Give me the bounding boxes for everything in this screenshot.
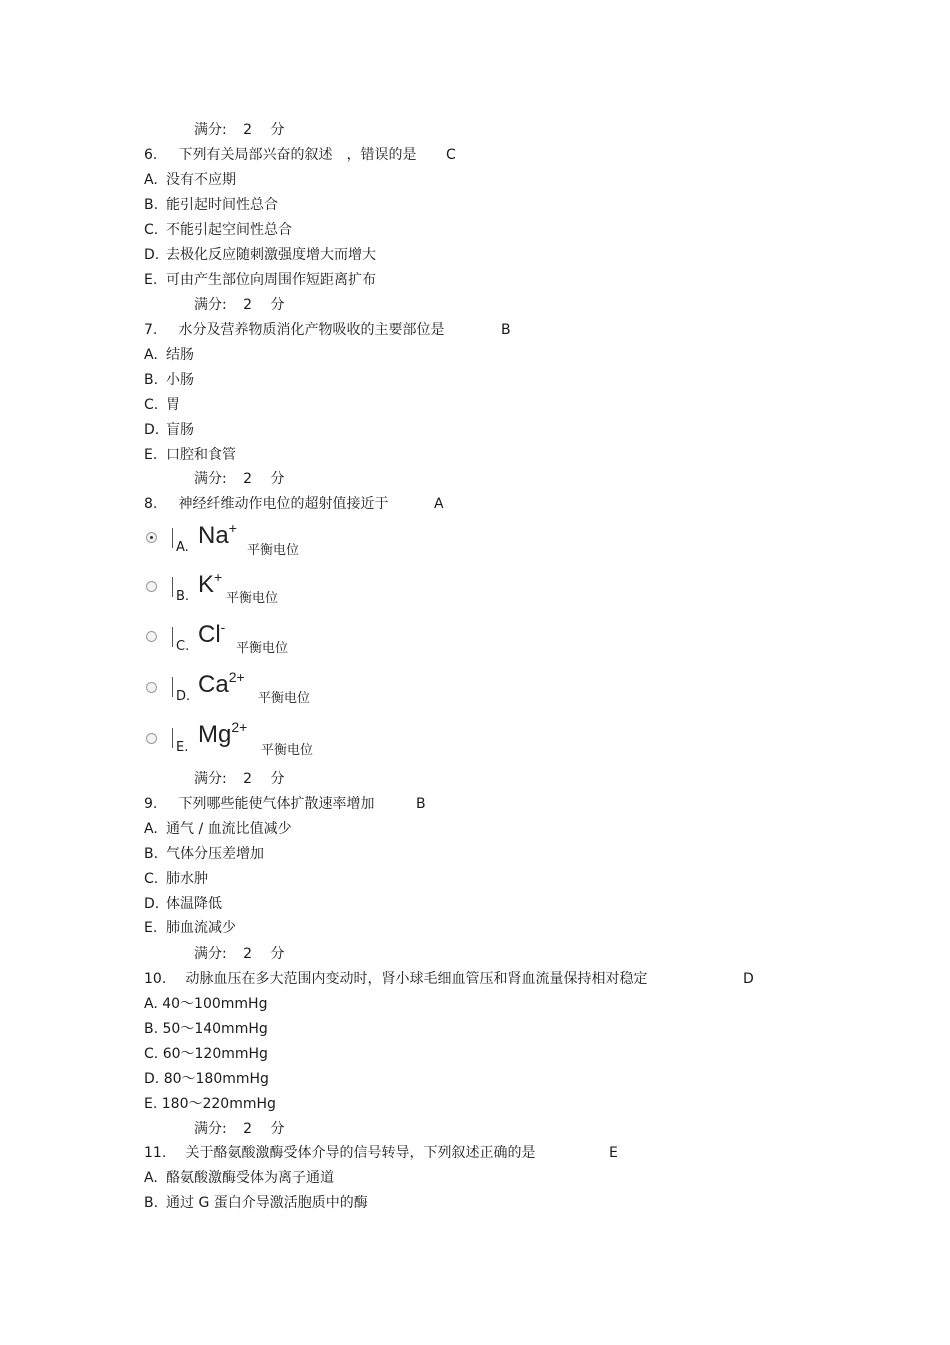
option-text: 50～140mmHg <box>162 1021 268 1037</box>
ion-symbol: $Mg^{2+}$ <box>198 719 248 748</box>
score-line <box>194 945 285 963</box>
question-8 <box>144 495 844 513</box>
score-unit: 分 <box>270 471 285 487</box>
option-letter: B. <box>144 372 159 388</box>
question-answer: C <box>446 147 456 163</box>
question-number: 8. <box>144 496 158 512</box>
score-value: 2 <box>243 771 253 787</box>
option-letter: E. <box>144 272 158 288</box>
option-text: 酪氨酸激酶受体为离子通道 <box>166 1170 334 1186</box>
question-answer: E <box>609 1145 618 1161</box>
score-value: 2 <box>243 297 253 313</box>
ion-suffix: 平衡电位 <box>236 641 289 656</box>
radio-option-letter: A. <box>176 540 189 555</box>
question-answer: B <box>501 322 511 338</box>
text-cursor-icon <box>172 677 173 697</box>
option-letter: A. <box>144 347 158 363</box>
question-text: 下列有关局部兴奋的叙述 ，错误的是 <box>178 147 417 163</box>
question-11 <box>144 1144 844 1162</box>
radio-option-letter: B. <box>176 589 190 604</box>
option-d <box>144 421 194 439</box>
option-a <box>144 171 236 189</box>
option-a <box>144 1169 334 1187</box>
question-text: 水分及营养物质消化产物吸收的主要部位是 <box>178 322 445 338</box>
option-b <box>144 1020 268 1038</box>
ion-symbol: K+ <box>198 569 223 598</box>
option-text: 盲肠 <box>166 422 194 438</box>
option-b <box>144 196 278 214</box>
option-letter: B. <box>144 846 159 862</box>
score-line <box>194 121 285 139</box>
option-letter: C. <box>144 1046 159 1062</box>
option-letter: D. <box>144 422 160 438</box>
question-answer: A <box>434 496 444 512</box>
option-c <box>144 870 208 888</box>
ion-suffix: 平衡电位 <box>258 691 311 706</box>
radio-button[interactable] <box>146 581 157 592</box>
score-label: 满分: <box>194 771 227 787</box>
question-text: 动脉血压在多大范围内变动时，肾小球毛细血管压和肾血流量保持相对稳定 <box>185 971 648 987</box>
question-number: 11. <box>144 1145 167 1161</box>
text-cursor-icon <box>172 627 173 647</box>
score-label: 满分: <box>194 1121 227 1137</box>
question-6 <box>144 146 844 164</box>
question-text: 下列哪些能使气体扩散速率增加 <box>178 796 375 812</box>
text-cursor-icon <box>172 577 173 597</box>
question-answer: D <box>743 971 754 987</box>
option-letter: E. <box>144 1096 158 1112</box>
option-letter: A. <box>144 1170 158 1186</box>
option-a <box>144 346 194 364</box>
option-letter: B. <box>144 1021 159 1037</box>
option-text: 体温降低 <box>166 896 222 912</box>
option-text: 小肠 <box>166 372 194 388</box>
option-letter: C. <box>144 871 159 887</box>
option-letter: A. <box>144 996 158 1012</box>
option-text: 通气 / 血流比值减少 <box>166 821 292 837</box>
score-value: 2 <box>243 471 253 487</box>
ion-suffix: 平衡电位 <box>226 591 279 606</box>
radio-button[interactable] <box>146 733 157 744</box>
option-text: 80～180mmHg <box>163 1071 269 1087</box>
option-d <box>144 1070 269 1088</box>
option-text: 去极化反应随刺激强度增大而增大 <box>166 247 376 263</box>
option-letter: C. <box>144 397 159 413</box>
option-e <box>144 446 236 464</box>
score-value: 2 <box>243 1121 253 1137</box>
score-label: 满分: <box>194 122 227 138</box>
option-text: 通过 G 蛋白介导激活胞质中的酶 <box>166 1195 368 1211</box>
option-letter: D. <box>144 896 160 912</box>
ion-symbol: Na+ <box>198 520 237 549</box>
score-unit: 分 <box>270 297 285 313</box>
score-unit: 分 <box>270 1121 285 1137</box>
score-line <box>194 1120 285 1138</box>
option-e <box>144 271 376 289</box>
option-c <box>144 396 180 414</box>
score-unit: 分 <box>270 122 285 138</box>
score-unit: 分 <box>270 771 285 787</box>
option-text: 肺血流减少 <box>166 920 236 936</box>
radio-button[interactable] <box>146 682 157 693</box>
option-letter: B. <box>144 197 159 213</box>
ion-symbol: Cl- <box>198 619 226 648</box>
option-text: 180～220mmHg <box>161 1096 276 1112</box>
option-a <box>144 995 267 1013</box>
option-text: 没有不应期 <box>166 172 236 188</box>
score-line <box>194 770 285 788</box>
ion-suffix: 平衡电位 <box>247 543 300 558</box>
question-10 <box>144 970 844 988</box>
question-text: 神经纤维动作电位的超射值接近于 <box>178 496 389 512</box>
question-7 <box>144 321 844 339</box>
option-text: 气体分压差增加 <box>166 846 264 862</box>
score-label: 满分: <box>194 471 227 487</box>
score-value: 2 <box>243 122 253 138</box>
score-label: 满分: <box>194 297 227 313</box>
text-cursor-icon <box>172 528 173 548</box>
option-letter: B. <box>144 1195 159 1211</box>
text-cursor-icon <box>172 728 173 748</box>
option-text: 40～100mmHg <box>162 996 268 1012</box>
option-e <box>144 919 236 937</box>
option-d <box>144 246 376 264</box>
option-b <box>144 371 194 389</box>
score-label: 满分: <box>194 946 227 962</box>
ion-symbol: $Ca^{2+}$ <box>198 669 245 698</box>
radio-option-letter: E. <box>176 740 189 755</box>
option-c <box>144 1045 268 1063</box>
option-letter: E. <box>144 920 158 936</box>
radio-option-letter: D. <box>176 689 191 704</box>
question-text: 关于酪氨酸激酶受体介导的信号转导，下列叙述正确的是 <box>185 1145 536 1161</box>
option-letter: D. <box>144 247 160 263</box>
option-b <box>144 1194 368 1212</box>
option-d <box>144 895 222 913</box>
score-line <box>194 470 285 488</box>
option-text: 可由产生部位向周围作短距离扩布 <box>166 272 376 288</box>
option-c <box>144 221 292 239</box>
option-text: 胃 <box>166 397 180 413</box>
option-text: 不能引起空间性总合 <box>166 222 292 238</box>
question-number: 10. <box>144 971 167 987</box>
question-answer: B <box>416 796 426 812</box>
question-number: 9. <box>144 796 158 812</box>
option-letter: A. <box>144 172 158 188</box>
option-a <box>144 820 292 838</box>
radio-option-letter: C. <box>176 639 190 654</box>
option-text: 肺水肿 <box>166 871 208 887</box>
radio-button[interactable] <box>146 631 157 642</box>
option-letter: D. <box>144 1071 160 1087</box>
option-e <box>144 1095 276 1113</box>
question-number: 7. <box>144 322 158 338</box>
option-text: 口腔和食管 <box>166 447 236 463</box>
option-text: 60～120mmHg <box>162 1046 268 1062</box>
option-letter: C. <box>144 222 159 238</box>
question-9 <box>144 795 844 813</box>
score-line <box>194 296 285 314</box>
option-b <box>144 845 264 863</box>
ion-suffix: 平衡电位 <box>261 743 314 758</box>
option-letter: E. <box>144 447 158 463</box>
option-letter: A. <box>144 821 158 837</box>
radio-button-checked[interactable] <box>146 532 157 543</box>
score-value: 2 <box>243 946 253 962</box>
score-unit: 分 <box>270 946 285 962</box>
option-text: 能引起时间性总合 <box>166 197 278 213</box>
question-number: 6. <box>144 147 158 163</box>
option-text: 结肠 <box>166 347 194 363</box>
